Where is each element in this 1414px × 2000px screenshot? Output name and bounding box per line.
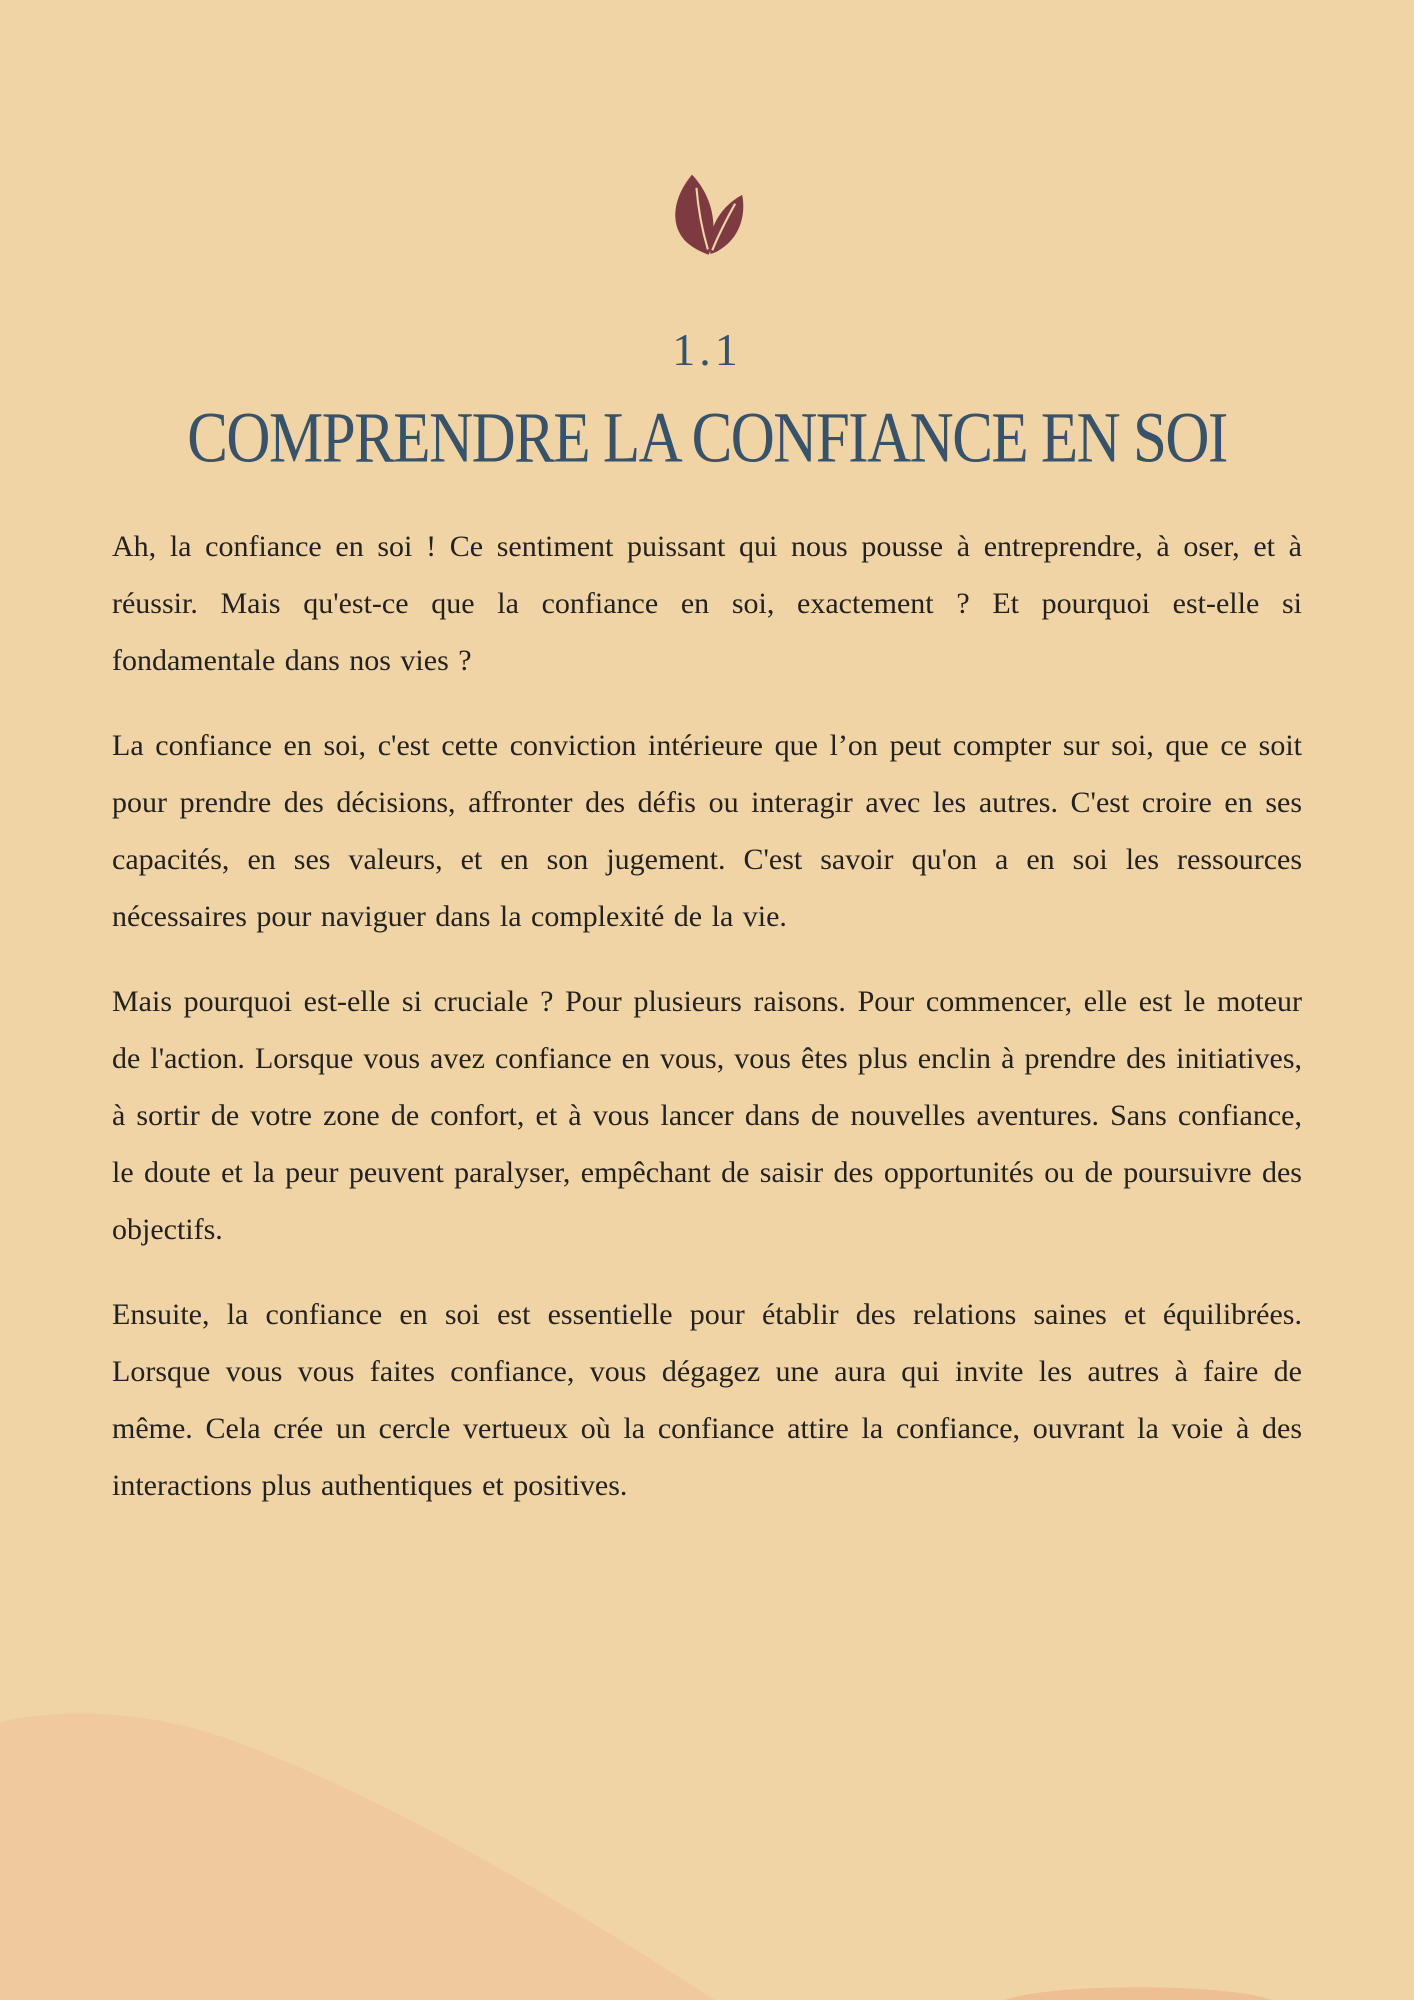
- body-text-block: [112, 518, 1302, 1514]
- wave-shape-bottom-right: [1005, 1987, 1272, 2000]
- body-paragraph: Ah, la confiance en soi ! Ce sentiment puissant qui nous pousse à entreprendre, à oser, et à réussir. Mais qu'est-ce que la confiance en soi, exactement ? Et pourquoi est-elle si fondamentale dans nos vies ?: [112, 530, 1302, 678]
- body-paragraph: Mais pourquoi est-elle si cruciale ? Pour plusieurs raisons. Pour commencer, elle est le moteur de l'action. Lorsque vous avez confiance en vous, vous êtes plus enclin à prendre des initiatives, à sortir de votre zone de confort, et à vous lancer dans de nouvelles aventures. Sans confiance, le doute et la peur peuvent paralyser, empêchant de saisir des opportunités ou de poursuivre des objectifs.: [112, 985, 1302, 1247]
- body-paragraph: Ensuite, la confiance en soi est essentielle pour établir des relations saines et équilibrées. Lorsque vous vous faites confiance, vous dégagez une aura qui invite les autres à faire de même. Cela crée un cercle vertueux où la confiance attire la confiance, ouvrant la voie à des interactions plus authentiques et positives.: [112, 1298, 1302, 1503]
- wave-decoration: [0, 1700, 1414, 2000]
- wave-shape-left: [0, 1713, 715, 2000]
- leaf-icon: [659, 172, 755, 260]
- chapter-title: COMPRENDRE LA CONFIANCE EN SOI: [187, 398, 1227, 479]
- leaf-left-shape: [675, 175, 713, 255]
- section-number: 1.1: [672, 324, 742, 375]
- body-paragraph: La confiance en soi, c'est cette conviction intérieure que l’on peut compter sur soi, que ce soit pour prendre des décisions, affronter des défis ou interagir avec les autres. C'est croire en ses capacités, en ses valeurs, et en son jugement. C'est savoir qu'on a en soi les ressources nécessaires pour naviguer dans la complexité de la vie.: [112, 729, 1302, 934]
